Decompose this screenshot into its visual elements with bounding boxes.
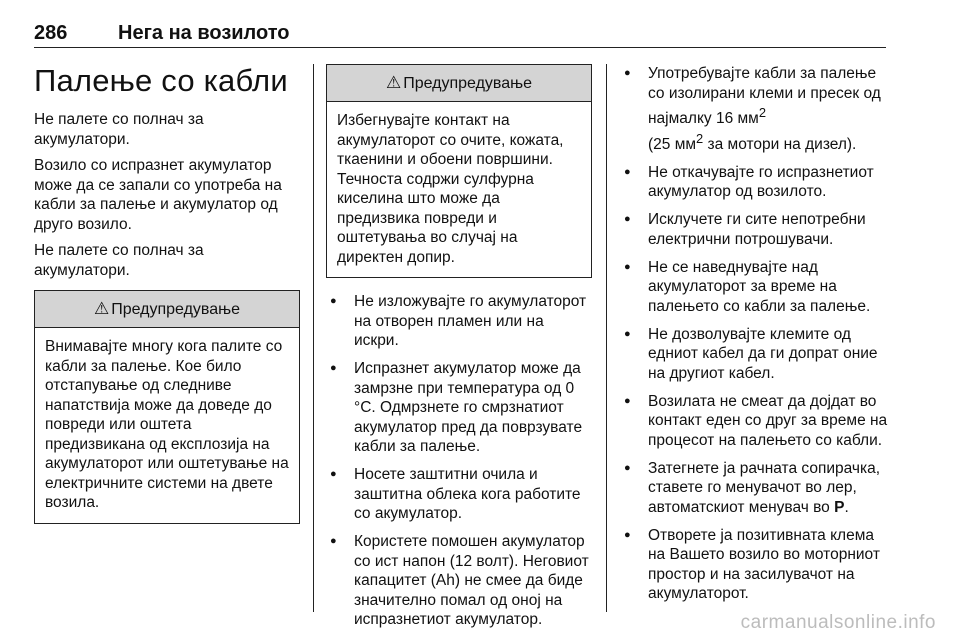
column-1 xyxy=(34,64,300,524)
list-item: ● Возилата не смеат да дојдат во контакт еден со друг за време на процесот на палењето со кабли. xyxy=(620,392,890,451)
list-item-text: Употребувајте кабли за палење со изолирани клеми и пресек од најмалку 16 мм xyxy=(648,65,881,128)
warning-title: Предупредување xyxy=(403,75,533,92)
warning-text: Внимавајте многу кога палите со кабли за палење. Кое било отстапување од следниве напатствија може да доведе до повреди или оштета предизвикана од експлозија на акумулаторот или оштетување на електричните системи на двете возила. xyxy=(45,338,289,511)
list-item: ● Не се наведнувајте над акумулаторот за време на палењето со кабли за палење. xyxy=(620,258,890,317)
list-item: ● Не откачувајте го испразнетиот акумулатор од возилото. xyxy=(620,163,890,202)
list-item: ● Отворете ја позитивната клема на Вашето возило во моторниот простор и на засилувачот на акумулаторот. xyxy=(620,526,890,604)
page-title: Палење со кабли xyxy=(34,63,288,98)
superscript: 2 xyxy=(758,105,767,120)
bullet-list xyxy=(620,64,890,604)
bullet-list xyxy=(326,292,592,630)
column-3 xyxy=(620,64,890,612)
list-item-text: . xyxy=(844,498,849,516)
list-item xyxy=(620,64,890,154)
list-item-text: Затегнете ја рачната сопирачка, ставете го менувачот во лер, автоматскиот менувач во xyxy=(648,459,881,516)
warning-title: Предупредување xyxy=(111,301,241,318)
warning-triangle-icon: ⚠ xyxy=(385,73,402,92)
list-item-text: (25 мм xyxy=(648,135,697,153)
list-item: ● Не изложувајте го акумулаторот на отворен пламен или на искри. xyxy=(326,292,592,351)
page-number: 286 xyxy=(34,22,68,44)
watermark: carmanualsonline.info xyxy=(740,612,936,633)
warning-triangle-icon: ⚠ xyxy=(93,299,110,318)
warning-box xyxy=(326,64,592,278)
header-rule xyxy=(34,47,886,48)
list-item: ● Исклучете ги сите непотребни електрични потрошувачи. xyxy=(620,210,890,249)
warning-header xyxy=(327,65,591,102)
column-2 xyxy=(326,64,592,638)
paragraph: Не палете со полнач за акумулатори. xyxy=(34,242,204,279)
list-item: ● Испразнет акумулатор може да замрзне при температура од 0 °C. Одмрзнете го смрзнатиот акумулатор пред да поврзувате кабли за палење. xyxy=(326,359,592,457)
page-header xyxy=(34,22,886,50)
list-item: ● Не дозволувајте клемите од едниот кабел да ги допрат оние на другиот кабел. xyxy=(620,325,890,384)
paragraph: Не палете со полнач за акумулатори. xyxy=(34,111,204,148)
list-item xyxy=(620,459,890,518)
column-divider-1 xyxy=(313,64,314,612)
list-item: ● Носете заштитни очила и заштитна облека кога работите со акумулатор. xyxy=(326,465,592,524)
gear-position-label: P xyxy=(834,498,845,516)
warning-header xyxy=(35,291,299,328)
section-title: Нега на возилото xyxy=(118,22,290,44)
warning-text: Избегнувајте контакт на акумулаторот со очите, кожата, ткаенини и обоени површини. Течноста содржи сулфурна киселина што може да предизвика повреди и оштетувања во случај на директен допир. xyxy=(337,112,564,266)
superscript: 2 xyxy=(696,130,704,146)
list-item-text: за мотори на дизел). xyxy=(703,135,857,153)
warning-box xyxy=(34,290,300,524)
list-item: ● Користете помошен акумулатор со ист напон (12 волт). Неговиот капацитет (Ah) не смее да биде значително помал од оној на испразнетиот акумулатор. xyxy=(326,532,592,630)
column-divider-2 xyxy=(606,64,607,612)
paragraph: Возило со испразнет акумулатор може да се запали со употреба на кабли за палење и акумулатор од друго возило. xyxy=(34,157,282,233)
